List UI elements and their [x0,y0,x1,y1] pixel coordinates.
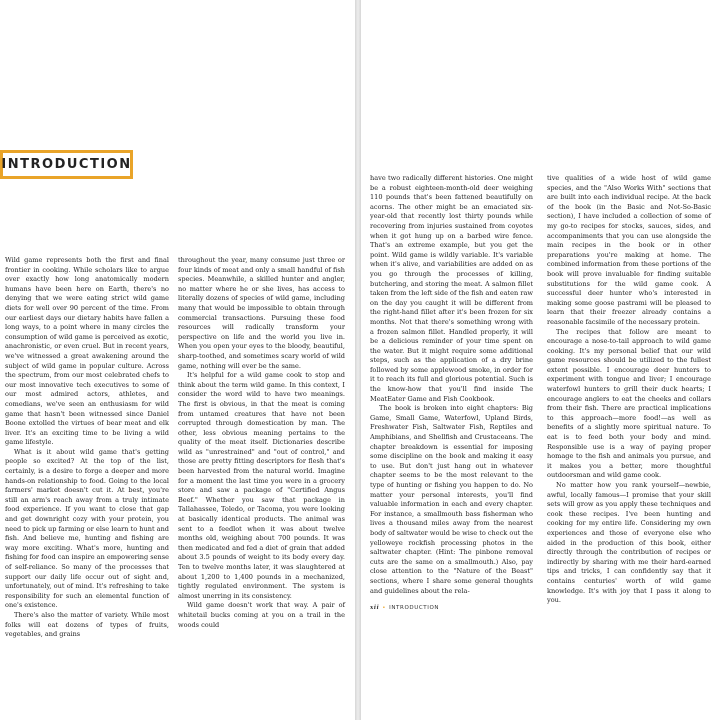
chapter-heading: INTRODUCTION [1,157,132,172]
footer-section: INTRODUCTION [389,605,440,611]
left-column-2 [178,256,345,716]
paragraph: throughout the year, many consume just three or four kinds of meat and only a small handful of fish species. Meanwhile, a skilled hunter and angler, no matter where he or she lives, has access to literally dozens of species of wild game, including many that would be impossible to obtain through commercial transactions. Pursuing these food resources will radically transform your perspective on life and the world you live in. When you open your eyes to the bloody, beautiful, sharp-toothed, and sometimes scary world of wild game, nothing will ever be the same. [178,256,345,370]
right-column-2 [547,174,711,604]
paragraph: tive qualities of a wide host of wild game species, and the "Also Works With" sections that are built into each individual recipe. At the back of the book (in the Basic and Not-So-Basic section), I have included a collection of some of my go-to recipes for stocks, sauces, sides, and accompaniments that you can use alongside the main recipes in the book or in other preparations you're making at home. The combined information from these portions of the book will prove invaluable for finding suitable substitutions for the wild game cook. A successful deer hunter who's interested in making some goose pastrami will be pleased to learn that their freezer already contains a reasonable facsimile of the necessary protein. [547,174,711,326]
footer-bullet-icon: • [382,605,387,611]
right-page [361,0,720,720]
paragraph: It's helpful for a wild game cook to stop and think about the term wild game. In this context, I consider the word wild to have two meanings. The first is obvious, in that the meat is coming from untamed creatures that have not been corrupted through domestication by man. The other, less obvious meaning pertains to the quality of the meat itself. Dictionaries describe wild as "unrestrained" and "out of control," and those are pretty fitting descriptors for flesh that's been harvested from the natural world. Imagine for a moment the last time you were in a grocery store and saw a package of "Certified Angus Beef." Whether you saw that package in Tallahassee, Toledo, or Tacoma, you were looking at basically identical products. The animal was sent to a feedlot when it was about twelve months old, weighing about 700 pounds. It was then medicated and fed a diet of grain that added about 3.5 pounds of weight to its body every day. Ten to twelve months later, it was slaughtered at about 1,200 to 1,400 pounds in a mechanized, tightly regulated environment. The system is almost unerring in its consistency. [178,371,345,600]
paragraph: The recipes that follow are meant to encourage a nose-to-tail approach to wild game cooking. It's my personal belief that our wild game resources should be utilized to the fullest extent possible. I encourage deer hunters to experiment with tongue and liver; I encourage waterfowl hunters to grill their duck hearts; I encourage anglers to eat the cheeks and collars from their fish. There are practical implications to this approach—more food!—as well as benefits of a slightly more spiritual nature. To eat is to feed both your body and mind. Responsible use is a way of paying proper homage to the fish and animals you pursue, and it makes you a better, more thoughtful outdoorsman and wild game cook. [547,327,711,480]
paragraph: There's also the matter of variety. While most folks will eat dozens of types of fruits, vegetables, and grains [5,610,169,639]
page-number: xii [370,605,380,611]
right-column-1 [370,174,533,595]
paragraph: Wild game doesn't work that way. A pair of whitetail bucks coming at you on a trail in the woods could [178,601,345,629]
chapter-heading-box [0,150,133,179]
paragraph: The book is broken into eight chapters: Big Game, Small Game, Waterfowl, Upland Birds, Freshwater Fish, Saltwater Fish, Reptiles and Amphibians, and Shellfish and Crustaceans. The chapter breakdown is essential for imposing some discipline on the book and making it easy to use. But don't just hang out in whatever chapter seems to be the most relevant to the type of hunting or fishing you happen to do. No matter your personal interests, you'll find valuable information in each and every chapter. For instance, a smallmouth bass fisherman who lives a thousand miles away from the nearest body of saltwater would be wise to check out the yelloweye rockfish processing photos in the saltwater chapter. (Hint: The pinbone removal cuts are the same on a smallmouth.) Also, pay close attention to the "Nature of the Beast" sections, where I share some general thoughts and guidelines about the rela- [370,404,533,595]
paragraph: Wild game represents both the first and final frontier in cooking. While scholars like to argue over exactly how long anatomically modern humans have been here on Earth, there's no denying that we were eating strict wild game diets for well over 90 percent of the time. From our earliest days our dietary habits have fallen a long ways, to a point where in many circles the consumption of wild game is perceived as exotic, anachronistic, or even cruel. But in recent years, we've witnessed a great awakening around the subject of wild game in popular culture. Across the spectrum, from our most celebrated chefs to our most innovative tech executives to some of our most admired actors, athletes, and comedians, we've seen an enthusiasm for wild game that hasn't been witnessed since Daniel Boone extolled the virtues of bear meat and elk liver. It's an exciting time to be living a wild game lifestyle. [5,256,169,447]
left-page [0,0,355,720]
paragraph: No matter how you rank yourself—newbie, awful, locally famous—I promise that your skill sets will grow as you apply these techniques and cook these recipes. I've been hunting and cooking for my entire life. Considering my own experiences and those of everyone else who aided in the production of this book, either directly through the contribution of recipes or indirectly by sharing with me their hard-earned tips and tricks, I can confidently say that it contains centuries' worth of wild game knowledge. It's with joy that I pass it along to you. [547,481,711,605]
left-column-1 [5,256,169,716]
paragraph: What is it about wild game that's getting people so excited? At the top of the list, certainly, is a desire to forge a deeper and more hands-on relationship to food. Going to the local farmers' market doesn't cut it. At best, you're still an arm's reach away from a truly intimate food experience. If you want to close that gap and get downright cozy with your protein, you need to pick up farming or else learn to hunt and fish. And believe me, hunting and fishing are way more exciting. What's more, hunting and fishing for food can inspire an empowering sense of self-reliance. So many of the processes that support our daily life occur out of sight and, unfortunately, out of mind. It's refreshing to take responsibility for such an elemental function of one's existence. [5,447,169,610]
page-footer [370,605,439,611]
paragraph: have two radically different histories. One might be a robust eighteen-month-old deer weighing 110 pounds that's been fattened beautifully on acorns. The other might be an emaciated six-year-old that recently lost thirty pounds while recovering from injuries sustained from coyotes when it got hung up on a barbed wire fence. That's an extreme example, but you get the point. Wild game is wildly variable. It's variable when it's alive, and variabilities are added on as you go through the processes of killing, butchering, and storing the meat. A salmon fillet taken from the left side of the fish and eaten raw on the day you caught it will be different from the right-hand fillet after it's been frozen for six months. Not that there's something wrong with a frozen salmon fillet. Handled properly, it will be a delicious reminder of your time spent on the water. But it might require some additional steps, such as the application of a dry brine followed by some applewood smoke, in order for it to reach its full and glorious potential. Such is the know-how that you'll find inside The MeatEater Game and Fish Cookbook. [370,174,533,403]
